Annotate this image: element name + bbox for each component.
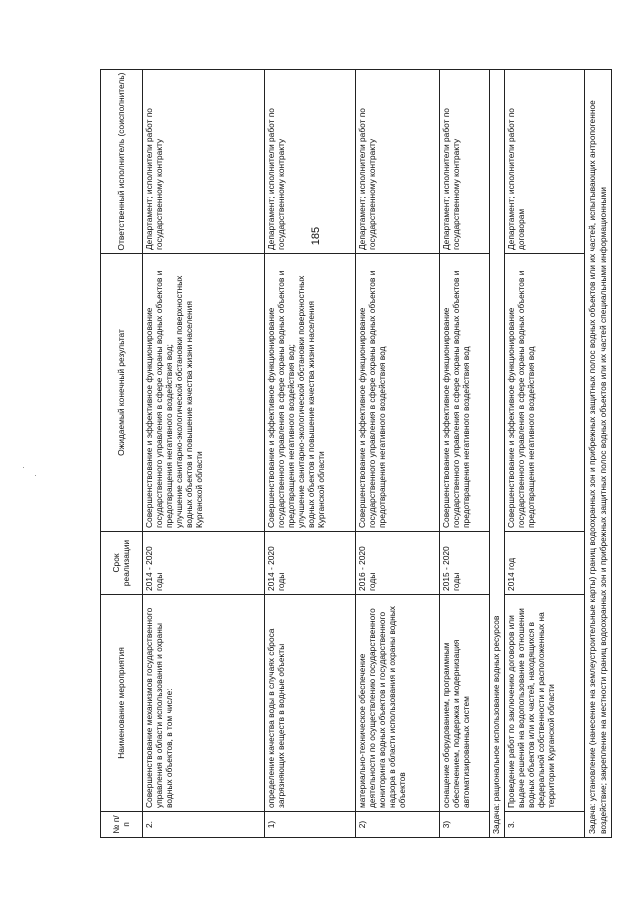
row-term: 2016 - 2020 годы [356,532,440,595]
row-num: 3. [504,812,584,838]
result-line: Совершенствование и эффективное функционирование государственного управления в сфере охраны водных объектов и предотвращения негативного воздействия вод [357,270,387,528]
result-line: Совершенствование и эффективное функционирование государственного управления в сфере охраны водных объектов и предотвращения негативного воздействия вод [505,270,536,528]
scan-speck: · [34,470,37,480]
header-executor: Ответственный исполнитель (соисполнитель) [101,70,143,254]
row-executor: Департамент; исполнители работ по государственному контракту [265,70,356,254]
table-row [440,70,490,838]
task-row [584,70,611,838]
row-name: Проведение работ по заключению договоров или выдаче решений на водопользование в отношении водных объектов или их частей, находящихся в федеральной собственности и расположенных на территории Курганской области [504,595,584,812]
page-number: 185 [310,226,322,246]
rotated-document [100,70,620,838]
row-result [143,254,265,532]
task-row [490,70,505,838]
row-name: Совершенствование механизмов государственного управления в области использования и охраны водных объектов, в том числе: [143,595,265,812]
table-row [356,70,440,838]
row-num: 3) [440,812,490,838]
row-name: материально-техническое обеспечение деятельности по осуществлению государственного мониторинга водных объектов и государственного надзора в области использования и охраны водных объектов [356,595,440,812]
scan-speck: · [22,462,25,472]
measures-table [100,69,612,838]
row-name: оснащение оборудованием, программным обеспечением, поддержка и модернизация автоматизированных систем [440,595,490,812]
header-term: Срок реализации [101,532,143,595]
row-term: 2015 - 2020 годы [440,532,490,595]
table-row [265,70,356,838]
row-term: 2014 - 2020 годы [265,532,356,595]
row-executor: Департамент; исполнители работ по договорам [504,70,584,254]
table-row [504,70,584,838]
task-heading: Задача: установление (нанесение на землеустроительные карты) границ водоохранных зон и прибрежных защитных полос водных объектов или их частей, испытывающих антропогенное воздействие; закрепление на местности границ водоохранных зон и прибрежных защитных полос водных объектов или их частей специальными информационными [584,70,611,838]
table-header-row [101,70,143,838]
row-term: 2014 год [504,532,584,595]
result-line: Совершенствование и эффективное функционирование государственного управления в сфере охраны водных объектов и предотвращения негативного воздействия вод; [144,270,174,528]
row-result [504,254,584,532]
result-line: Совершенствование и эффективное функционирование государственного управления в сфере охраны водных объектов и предотвращения негативного воздействия вод [441,270,471,528]
result-line: улучшение санитарно-экологической обстановки поверхностных водных объектов и повышение качества жизни населения Курганской области [295,275,326,528]
row-num: 2. [143,812,265,838]
row-result [265,254,356,532]
row-name: определение качества воды в случаях сброса загрязняющих веществ в водные объекты [265,595,356,812]
row-num: 2) [356,812,440,838]
header-name: Наименование мероприятия [101,595,143,812]
row-executor: Департамент; исполнители работ по государственному контракту [440,70,490,254]
result-line: Совершенствование и эффективное функционирование государственного управления в сфере охраны водных объектов и предотвращения негативного воздействия вод; [266,270,296,528]
row-result [440,254,490,532]
task-heading: Задача: рациональное использование водных ресурсов [490,70,505,838]
row-executor: Департамент; исполнители работ по государственному контракту [143,70,265,254]
header-num: № п/п [101,812,143,838]
table-row [143,70,265,838]
row-result [356,254,440,532]
row-executor: Департамент; исполнители работ по государственному контракту [356,70,440,254]
row-num: 1) [265,812,356,838]
result-line: улучшение санитарно-экологической обстановки поверхностных водных объектов и повышение качества жизни населения Курганской области [173,275,204,528]
header-result: Ожидаемый конечный результат [101,254,143,532]
row-term: 2014 - 2020 годы [143,532,265,595]
